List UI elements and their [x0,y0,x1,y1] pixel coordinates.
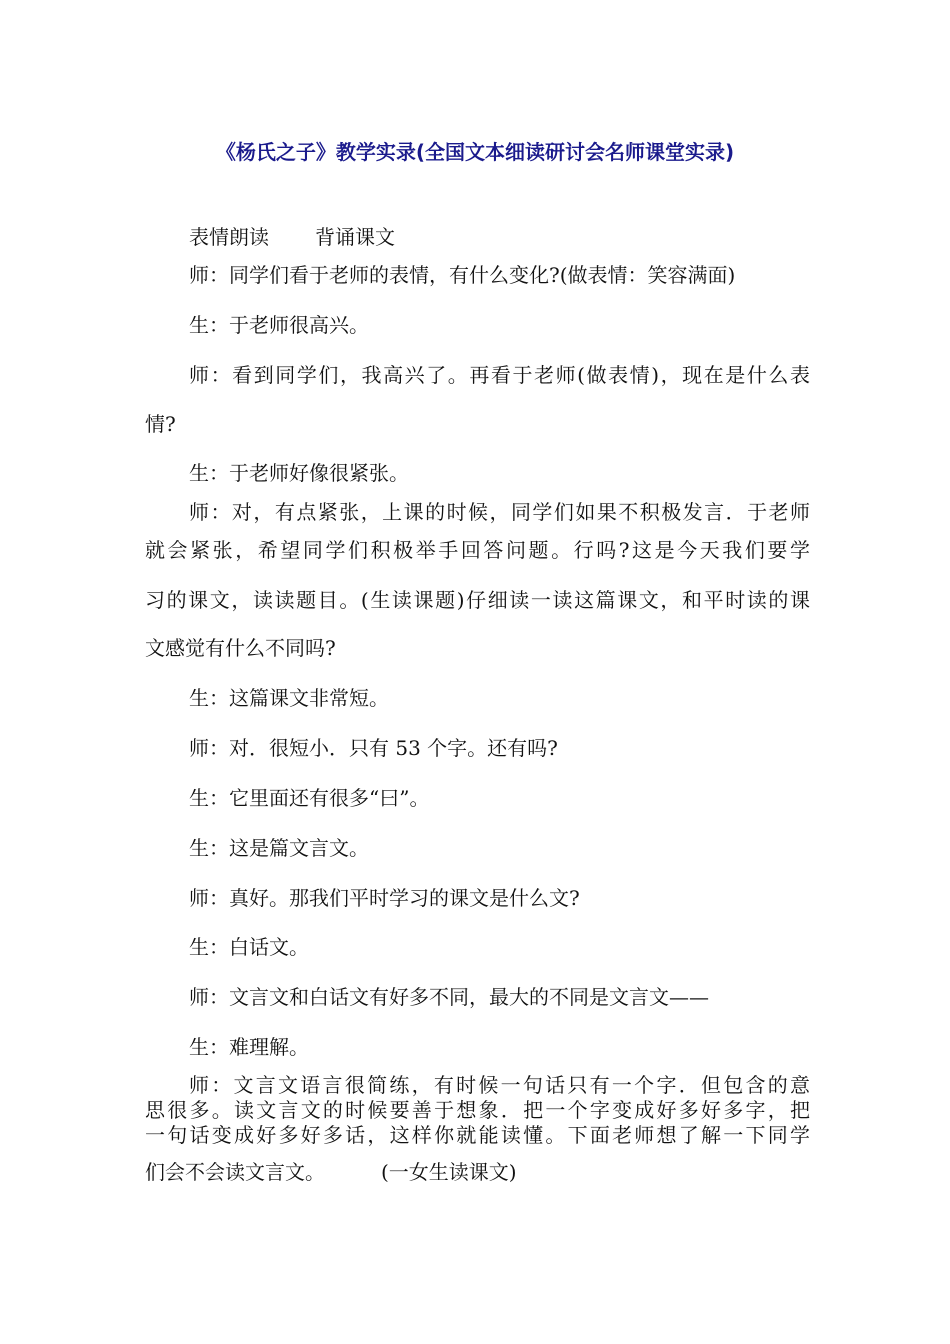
paragraph-3-line-2: 情? [145,412,176,436]
paragraph-4: 生：于老师好像很紧张。 [189,461,409,485]
paragraph-11: 生：白话文。 [189,935,309,959]
document-title: 《杨氏之子》教学实录(全国文本细读研讨会名师课堂实录) [215,140,735,164]
paragraph-10: 师：真好。那我们平时学习的课文是什么文? [189,886,580,910]
paragraph-14-line-1: 师：文言文语言很简练，有时候一句话只有一个字．但包含的意 [189,1073,810,1097]
paragraph-5-line-1: 师：对，有点紧张，上课的时候，同学们如果不积极发言．于老师 [189,500,810,524]
paragraph-1: 师：同学们看于老师的表情，有什么变化?(做表情：笑容满面) [189,263,736,287]
paragraph-5-line-4: 文感觉有什么不同吗? [145,636,336,660]
paragraph-6: 生：这篇课文非常短。 [189,686,389,710]
section-heading [189,223,810,251]
heading-left: 表情朗读 [189,225,269,249]
paragraph-5-line-3: 习的课文，读读题目。(生读课题)仔细读一读这篇课文，和平时读的课 [145,588,810,612]
paragraph-7: 师：对．很短小．只有 53 个字。还有吗? [189,736,558,760]
stage-direction: (一女生读课文) [381,1160,517,1184]
paragraph-2: 生：于老师很高兴。 [189,313,369,337]
paragraph-13: 生：难理解。 [189,1035,309,1059]
paragraph-14-line-4-text: 们会不会读文言文。 [145,1160,325,1184]
paragraph-5-line-2: 就会紧张，希望同学们积极举手回答问题。行吗?这是今天我们要学 [145,538,810,562]
paragraph-14-line-2: 思很多。读文言文的时候要善于想象．把一个字变成好多好多字，把 [145,1098,810,1122]
heading-right: 背诵课文 [315,225,395,249]
paragraph-14-line-4 [145,1158,810,1186]
paragraph-12: 师：文言文和白话文有好多不同，最大的不同是文言文—— [189,985,709,1009]
paragraph-9: 生：这是篇文言文。 [189,836,369,860]
paragraph-14-line-3: 一句话变成好多好多话，这样你就能读懂。下面老师想了解一下同学 [145,1123,810,1147]
paragraph-3-line-1: 师：看到同学们，我高兴了。再看于老师(做表情)，现在是什么表 [189,363,810,387]
paragraph-8: 生：它里面还有很多“曰”。 [189,786,430,810]
